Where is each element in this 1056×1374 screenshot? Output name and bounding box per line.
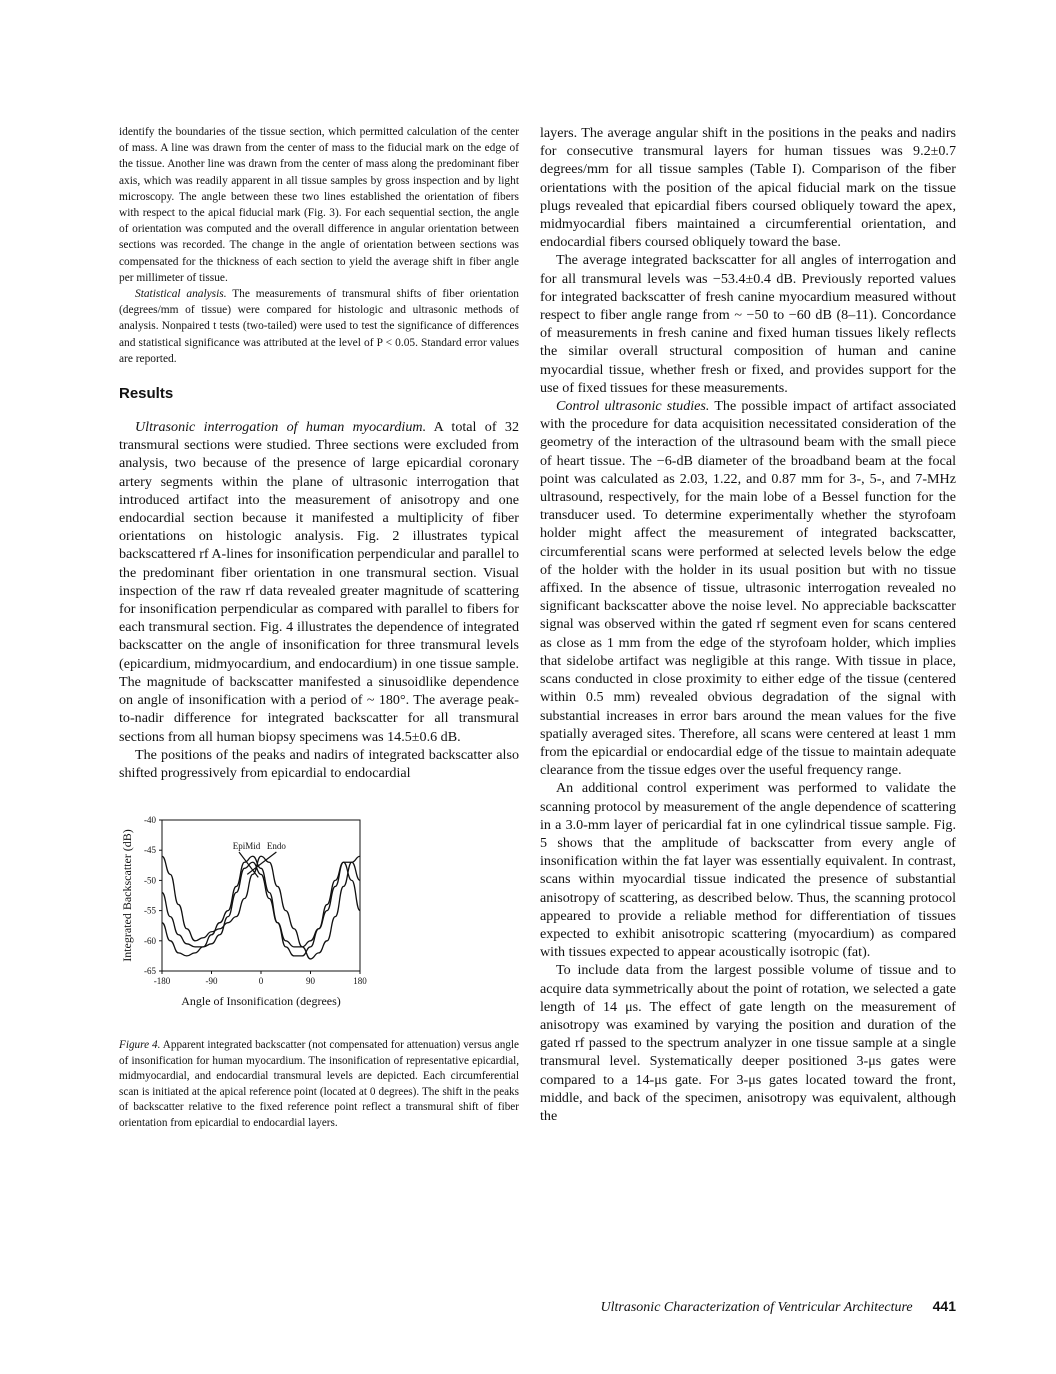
run-in-heading: Ultrasonic interrogation of human myocardium. — [135, 419, 427, 436]
figure-4 — [119, 806, 519, 1036]
y-tick-label: -60 — [144, 935, 156, 946]
x-tick-label: 0 — [258, 976, 264, 987]
left-column — [119, 124, 519, 1132]
series-label-mid: Mid — [245, 841, 261, 852]
paragraph: The positions of the peaks and nadirs of integrated backscatter also shifted progressively from epicardial to endocardial — [119, 746, 519, 781]
right-column — [540, 124, 956, 1125]
series-line-mid — [162, 856, 360, 956]
paragraph: The average integrated backscatter for all angles of interrogation and for all transmural levels was −53.4±0.4 dB. Previously reported values for integrated backscatter of fresh canine myocardium measured without respect to fiber angle range from ~ −50 to −60 dB (8–11). Concordance of measurements in fresh canine and fixed human tissues likely reflects the similar overall structural composition of human and canine myocardial tissue, whether fresh or fixed, and provides support for the use of fixed tissues for these measurements. — [540, 252, 956, 396]
paragraph-text: The possible impact of artifact associated with the procedure for data acquisition necessitated consideration of the geometry of the interaction of the ultrasound beam with the small piece of heart tissue. The −6-dB diameter of the broadband beam at the focal point was calculated as 2.03, 1.22, and 0.87 mm for 3-, 5-, and 7-MHz ultrasound, respectively, for the main lobe of a Bessel function for the transducer used. To determine experimentally whether the styrofoam holder might affect the measurement of integrated backscatter, circumferential scans were performed at selected levels below the edge of the holder with the holder in its usual position but with no tissue affixed. In the absence of tissue, ultrasonic interrogation revealed no significant backscatter above the noise level. No appreciable backscatter signal was observed within the gated rf segment even for scans centered as close as 1 mm from the edge of the styrofoam holder, which implies that sidelobe artifact was negligible at this range. With tissue in place, scans conducted in close proximity to either edge of the tissue (centered within 0.5 mm) revealed obvious degradation of the signal with substantial increases in error bars around the mean values for the five spatially averaged sites. Therefore, all scans were centered at least 1 mm from the epicardial or endocardial edge of the tissue to maintain adequate clearance from the tissue edges over the useful frequency range. — [540, 398, 956, 779]
run-in-heading: Control ultrasonic studies. — [556, 398, 710, 415]
section-heading: Results — [119, 385, 174, 403]
x-tick-label: -180 — [153, 976, 171, 987]
series-label-epi: Epi — [232, 841, 246, 852]
y-tick-label: -55 — [144, 905, 156, 916]
paragraph: identify the boundaries of the tissue section, which permitted calculation of the center of mass. A line was drawn from the center of mass to the fiducial mark on the edge of the tissue. Another line was drawn from the center of mass along the predominant fiber axis, which was readily apparent in all tissue samples by gross inspection and by light microscopy. The angle between these two lines established the orientation of fibers with respect to the apical fiducial mark (Fig. 3). For each sequential section, the angle of orientation was computed and the overall difference in angular orientation between sections was recorded. The change in the angle of orientation between sections was compensated for the thickness of each section to yield the average shift in fiber angle per millimeter of tissue. — [119, 126, 519, 284]
x-tick-label: -90 — [205, 976, 218, 987]
paragraph: An additional control experiment was performed to validate the scanning protocol by measurement of the angle dependence of scattering in a 3.0-mm layer of pericardial fat in one cylindrical tissue sample. Fig. 5 shows that the amplitude of backscatter from every angle of insonification within the fat layer was essentially equivalent. In contrast, scans within myocardial tissue indicated the presence of substantial anisotropy of scattering, as described below. Thus, the scanning protocol appeared to provide a reliable method for differentiation of tissues expected to exhibit anisotropic scattering (myocardium) as compared with tissues expected to appear acoustically isotropic (fat). — [540, 780, 956, 961]
x-tick-label: 180 — [353, 976, 367, 987]
paragraph — [540, 397, 956, 779]
running-title: Ultrasonic Characterization of Ventricular Architecture — [600, 1300, 913, 1315]
y-tick-label: -45 — [144, 845, 156, 856]
y-tick-label: -40 — [144, 815, 156, 826]
paragraph: To include data from the largest possible volume of tissue and to acquire data symmetrically about the point of rotation, we selected a gate length of 14 μs. The effect of gate length on the measurement of anisotropy was examined by varying the position and duration of the gated rf passed to the spectrum analyzer in one tissue sample at a single transmural level. Systematically deeper positioned 3-μs gates were compared to a 14-μs gate. For 3-μs gates located toward the front, middle, and back of the specimen, anisotropy was equivalent, although the — [540, 962, 956, 1124]
x-axis-title: Angle of Insonification (degrees) — [181, 994, 341, 1009]
line-chart — [119, 806, 519, 1036]
page-number: 441 — [932, 1298, 956, 1314]
series-line-endo — [162, 856, 360, 959]
x-tick-label: 90 — [306, 976, 315, 987]
run-in-heading: Statistical analysis. — [135, 288, 227, 301]
paragraph-text: A total of 32 transmural sections were studied. Three sections were excluded from analysis, two because of the presence of large epicardial coronary artery segments within the plane of ultrasonic interrogation that introduced artifact into the measurement of anisotropy and one endocardial section because it manifested a multiplicity of fiber orientations on histologic analysis. Fig. 2 illustrates typical backscattered rf A-lines for insonification perpendicular and parallel to the predominant fiber orientation in one transmural section. Visual inspection of the raw rf data revealed greater magnitude of scattering for insonification perpendicular as compared with parallel to fibers for each transmural section. Fig. 4 illustrates the dependence of integrated backscatter on the angle of insonification for three transmural levels (epicardium, midmyocardium, and endocardium) in one tissue sample. The magnitude of backscatter manifested a sinusoidlike dependence on angle of insonification with a period of ~ 180°. The average peak-to-nadir difference for integrated backscatter for all transmural sections from all human biopsy specimens was 14.5±0.6 dB. — [119, 419, 519, 745]
caption-text: Apparent integrated backscatter (not compensated for attenuation) versus angle of insonification for human myocardium. The insonification of representative epicardial, midmyocardial, and endocardial transmural levels are depicted. Each circumferential scan is initiated at the apical reference point (located at 0 degrees). The shift in the peaks of backscatter relative to the fixed reference point reflect a transmural shift of fiber orientation from epicardial to endocardial layers. — [119, 1039, 519, 1130]
paragraph-text: The measurements of transmural shifts of fiber orientation (degrees/mm of tissue) were compared for histologic and ultrasonic methods of analysis. Nonpaired t tests (two-tailed) were used to test the significance of differences and statistical significance was attributed at the level of P < 0.05. Standard error values are reported. — [119, 288, 519, 365]
series-label-endo: Endo — [266, 841, 286, 852]
paragraph — [119, 418, 519, 746]
y-tick-label: -50 — [144, 875, 156, 886]
caption-label: Figure 4. — [119, 1039, 161, 1052]
paragraph — [119, 286, 519, 367]
page-footer — [601, 1298, 956, 1316]
y-tick-label: -65 — [144, 966, 156, 977]
paragraph: layers. The average angular shift in the positions in the peaks and nadirs for consecutive transmural layers for human tissues was 9.2±0.7 degrees/mm for all tissue samples (Table I). Comparison of the fiber orientations with the position of the apical fiducial mark on the tissue plugs revealed that epicardial fibers coursed obliquely toward the apex, midmyocardial fibers maintained a circumferential orientation, and endocardial fibers coursed obliquely toward the base. — [540, 125, 956, 251]
figure-caption — [119, 1038, 519, 1132]
y-axis-title: Integrated Backscatter (dB) — [120, 829, 134, 962]
